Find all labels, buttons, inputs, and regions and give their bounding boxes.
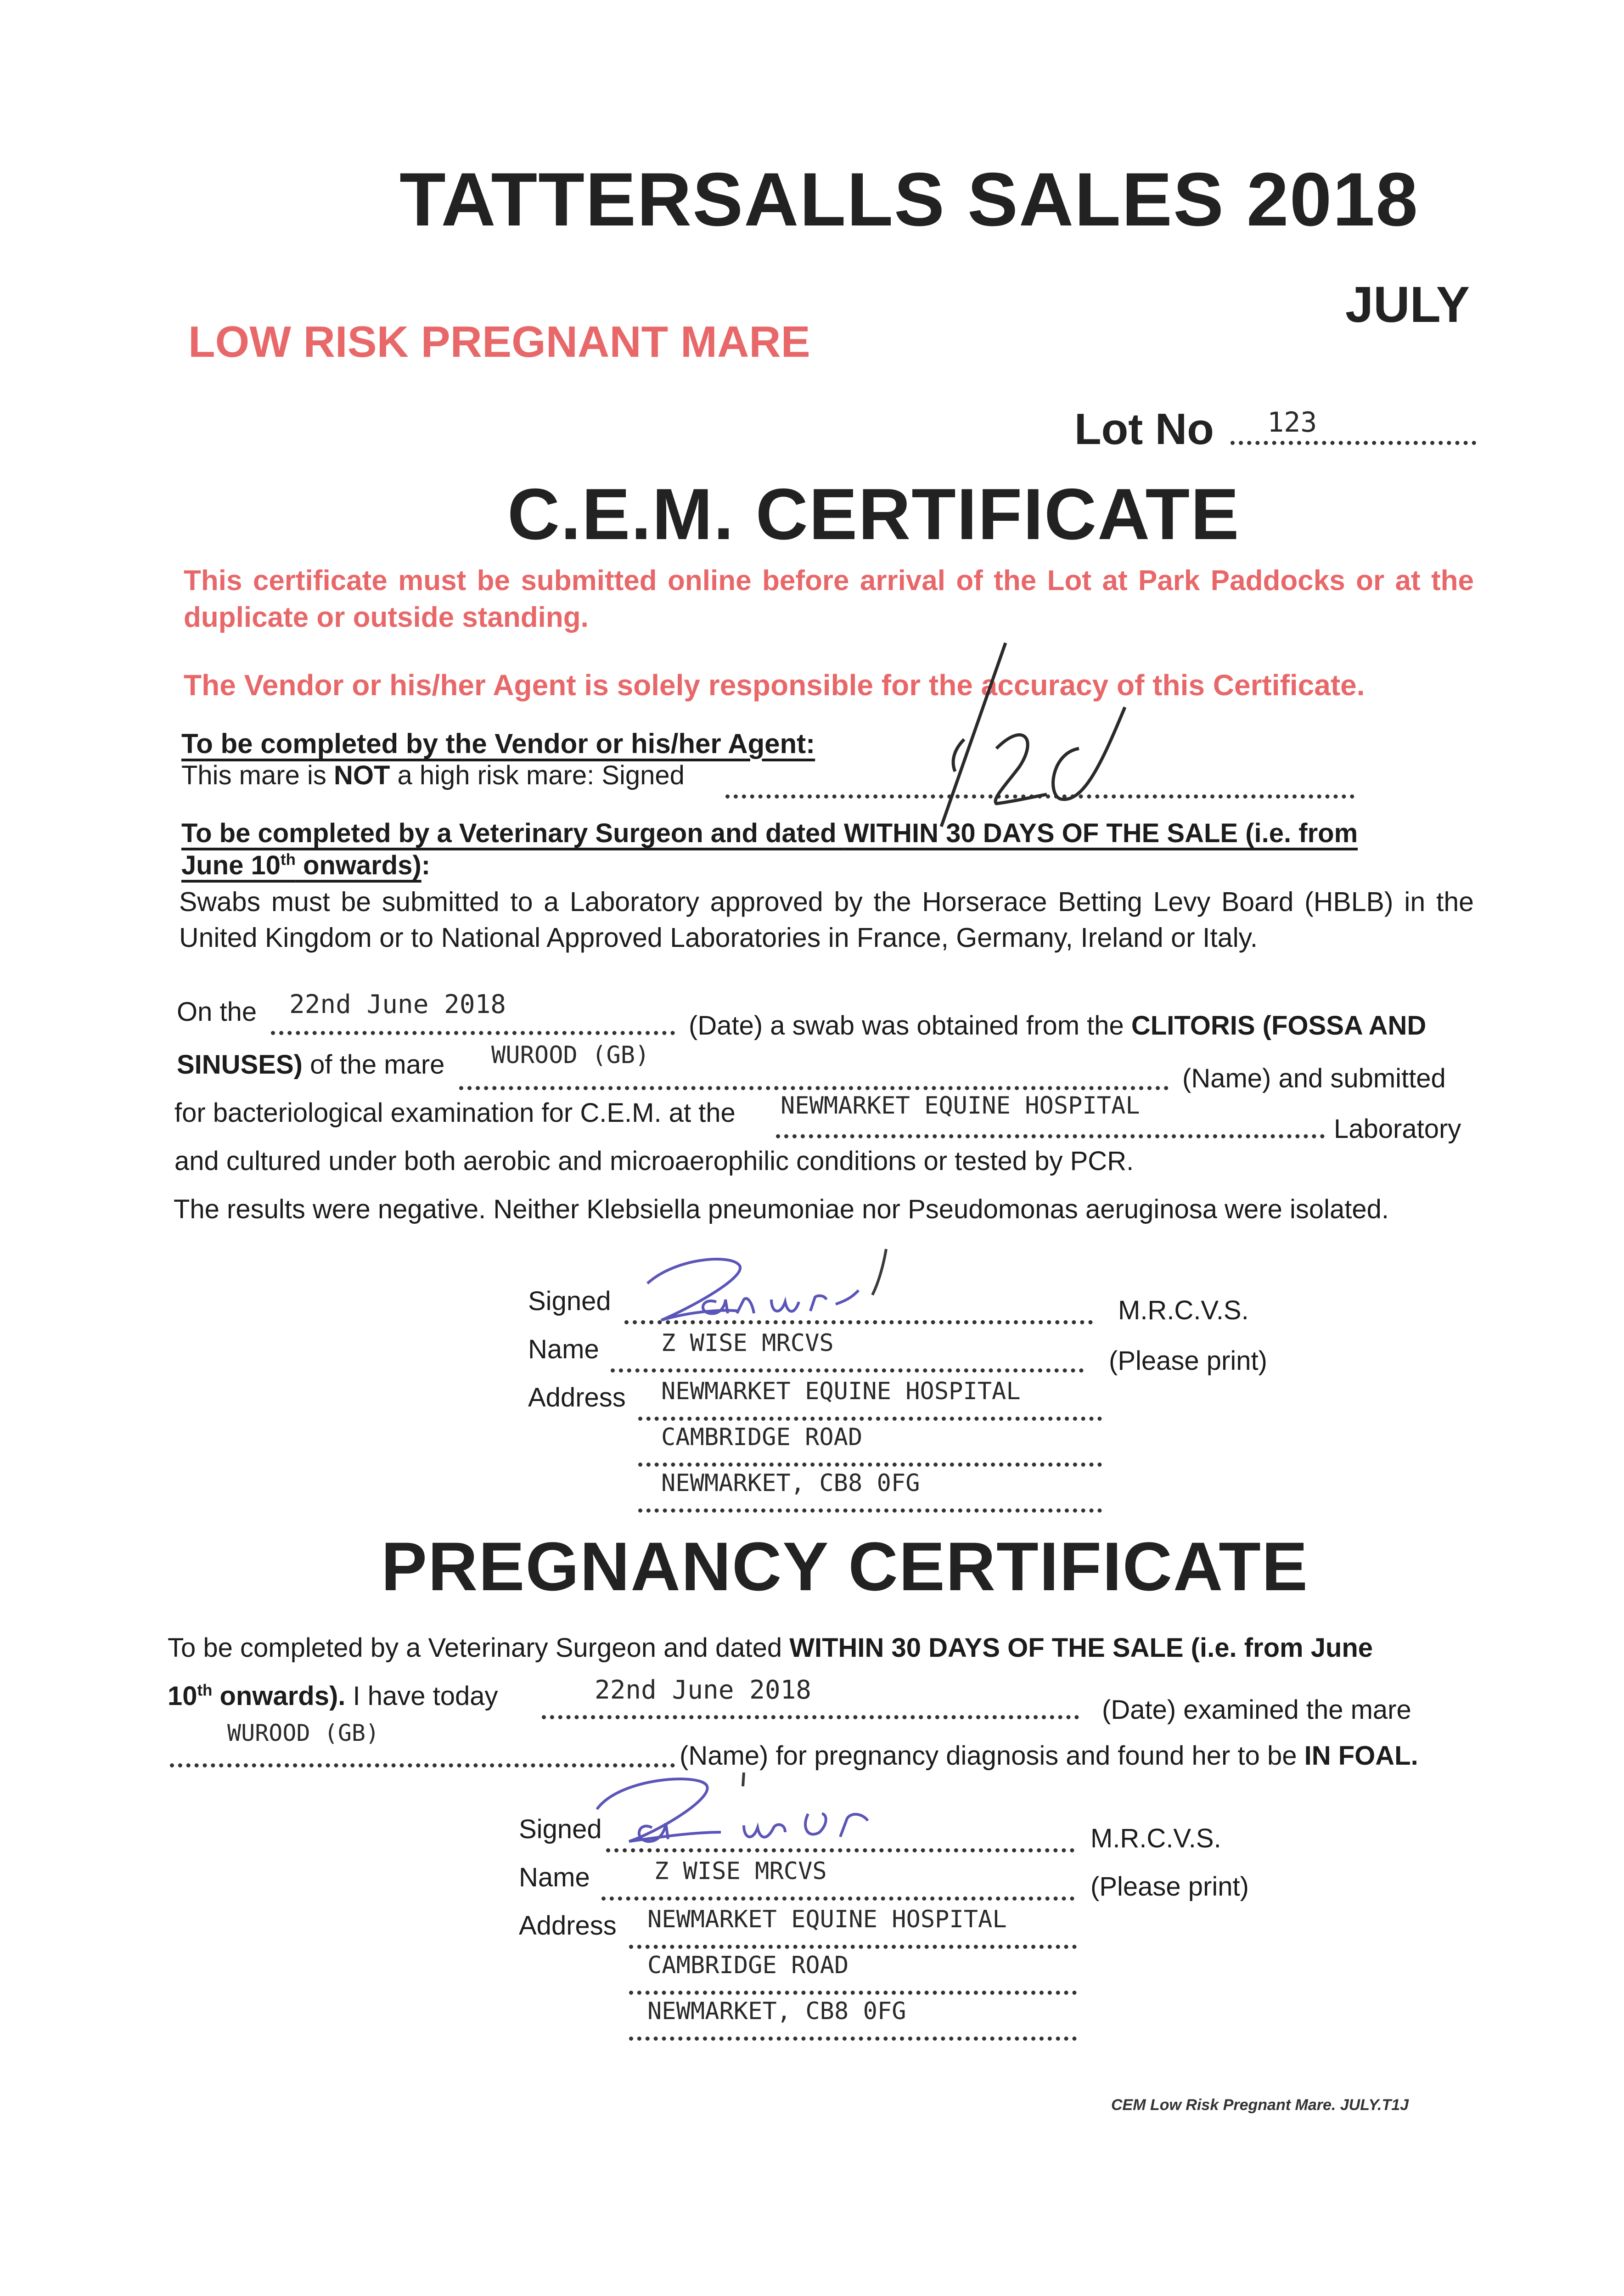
laboratory-line (776, 1134, 1325, 1138)
culture-text: and cultured under both aerobic and microaerophilic conditions or tested by PCR. (174, 1146, 1134, 1176)
preg-address-1: NEWMARKET EQUINE HOSPITAL (647, 1906, 1007, 1933)
vet-section-heading: To be completed by a Veterinary Surgeon and dated WITHIN 30 DAYS OF THE SALE (i.e. from June 10th onwards): (181, 818, 1358, 880)
on-the-label: On the (177, 997, 257, 1027)
name-submitted-label: (Name) and submitted (1182, 1064, 1446, 1093)
preg-name-label: Name (519, 1863, 590, 1892)
cem-address-line-2 (638, 1463, 1102, 1467)
preg-mrcvs-label: M.R.C.V.S. (1090, 1823, 1221, 1853)
pregnancy-diagnosis-text: (Name) for pregnancy diagnosis and found her to be IN FOAL. (680, 1741, 1418, 1771)
sale-month: JULY (1345, 276, 1470, 333)
cem-address-label: Address (528, 1383, 626, 1412)
cem-mrcvs-label: M.R.C.V.S. (1118, 1295, 1249, 1325)
vendor-section-heading: To be completed by the Vendor or his/her Agent: (181, 728, 815, 759)
preg-address-line-3 (629, 2037, 1077, 2041)
exam-date: 22nd June 2018 (595, 1675, 812, 1705)
responsibility-warning: The Vendor or his/her Agent is solely responsible for the accuracy of this Certificate. (184, 669, 1365, 702)
submission-warning: This certificate must be submitted online before arrival of the Lot at Park Paddocks or at the duplicate or outside standing. (184, 565, 1474, 633)
form-code: CEM Low Risk Pregnant Mare. JULY.T1J (1111, 2096, 1409, 2114)
cem-signed-label: Signed (528, 1286, 611, 1316)
cem-name-label: Name (528, 1334, 599, 1364)
laboratory-name: NEWMARKET EQUINE HOSPITAL (781, 1092, 1140, 1120)
mare-label: SINUSES) of the mare (177, 1050, 445, 1080)
preg-vet-name: Z WISE MRCVS (654, 1857, 827, 1885)
preg-address-line-1 (629, 1945, 1077, 1949)
vendor-signature (886, 634, 1143, 836)
cem-vet-name: Z WISE MRCVS (661, 1329, 834, 1357)
preg-address-label: Address (519, 1911, 617, 1941)
cem-name-line (611, 1368, 1084, 1373)
cem-vet-signature (634, 1240, 891, 1327)
exam-date-line (542, 1715, 1079, 1719)
date-examined-text: (Date) examined the mare (1102, 1695, 1411, 1725)
lot-dotline (1231, 441, 1476, 445)
lot-label: Lot No (1074, 405, 1214, 454)
cem-address-3: NEWMARKET, CB8 0FG (661, 1469, 920, 1497)
date-obtained-text: (Date) a swab was obtained from the CLITORIS (FOSSA AND (689, 1011, 1427, 1041)
preg-address-3: NEWMARKET, CB8 0FG (647, 1998, 906, 2025)
preg-please-print: (Please print) (1090, 1872, 1249, 1902)
laboratory-requirement: Swabs must be submitted to a Laboratory approved by the Horserace Betting Levy Board (HBLB) in the United Kingdom or to National Approved Laboratories in France, Germany, Ireland or Italy. (179, 887, 1474, 953)
preg-signed-label: Signed (519, 1814, 602, 1844)
pregnancy-line-2: 10th onwards). I have today (168, 1681, 498, 1711)
preg-vet-signature (592, 1763, 895, 1851)
cem-heading: C.E.M. CERTIFICATE (507, 474, 1240, 555)
preg-name-line (601, 1896, 1074, 1901)
cem-address-1: NEWMARKET EQUINE HOSPITAL (661, 1378, 1021, 1405)
swab-date: 22nd June 2018 (289, 990, 506, 1019)
risk-category: LOW RISK PREGNANT MARE (188, 317, 810, 366)
preg-address-line-2 (629, 1991, 1077, 1995)
cem-address-2: CAMBRIDGE ROAD (661, 1424, 863, 1451)
swab-date-line (271, 1031, 675, 1035)
laboratory-label: Laboratory (1334, 1114, 1461, 1144)
lot-number: 123 (1267, 406, 1317, 439)
cem-address-line-1 (638, 1417, 1102, 1421)
pregnancy-line-1: To be completed by a Veterinary Surgeon and dated WITHIN 30 DAYS OF THE SALE (i.e. from June (168, 1633, 1373, 1663)
pregnancy-mare-name: WUROOD (GB) (227, 1720, 380, 1746)
bacteriological-text: for bacteriological examination for C.E.M. at the (174, 1098, 736, 1128)
preg-address-2: CAMBRIDGE ROAD (647, 1952, 849, 1979)
mare-name: WUROOD (GB) (491, 1041, 650, 1069)
cem-address-line-3 (638, 1508, 1102, 1513)
page-title: TATTERSALLS SALES 2018 (399, 157, 1419, 242)
pregnancy-heading: PREGNANCY CERTIFICATE (381, 1528, 1309, 1605)
vendor-declaration: This mare is NOT a high risk mare: Signed (181, 760, 685, 790)
cem-please-print: (Please print) (1109, 1346, 1267, 1376)
results-text: The results were negative. Neither Klebsiella pneumoniae nor Pseudomonas aeruginosa were isolated. (174, 1194, 1389, 1224)
mare-name-line (459, 1086, 1169, 1090)
